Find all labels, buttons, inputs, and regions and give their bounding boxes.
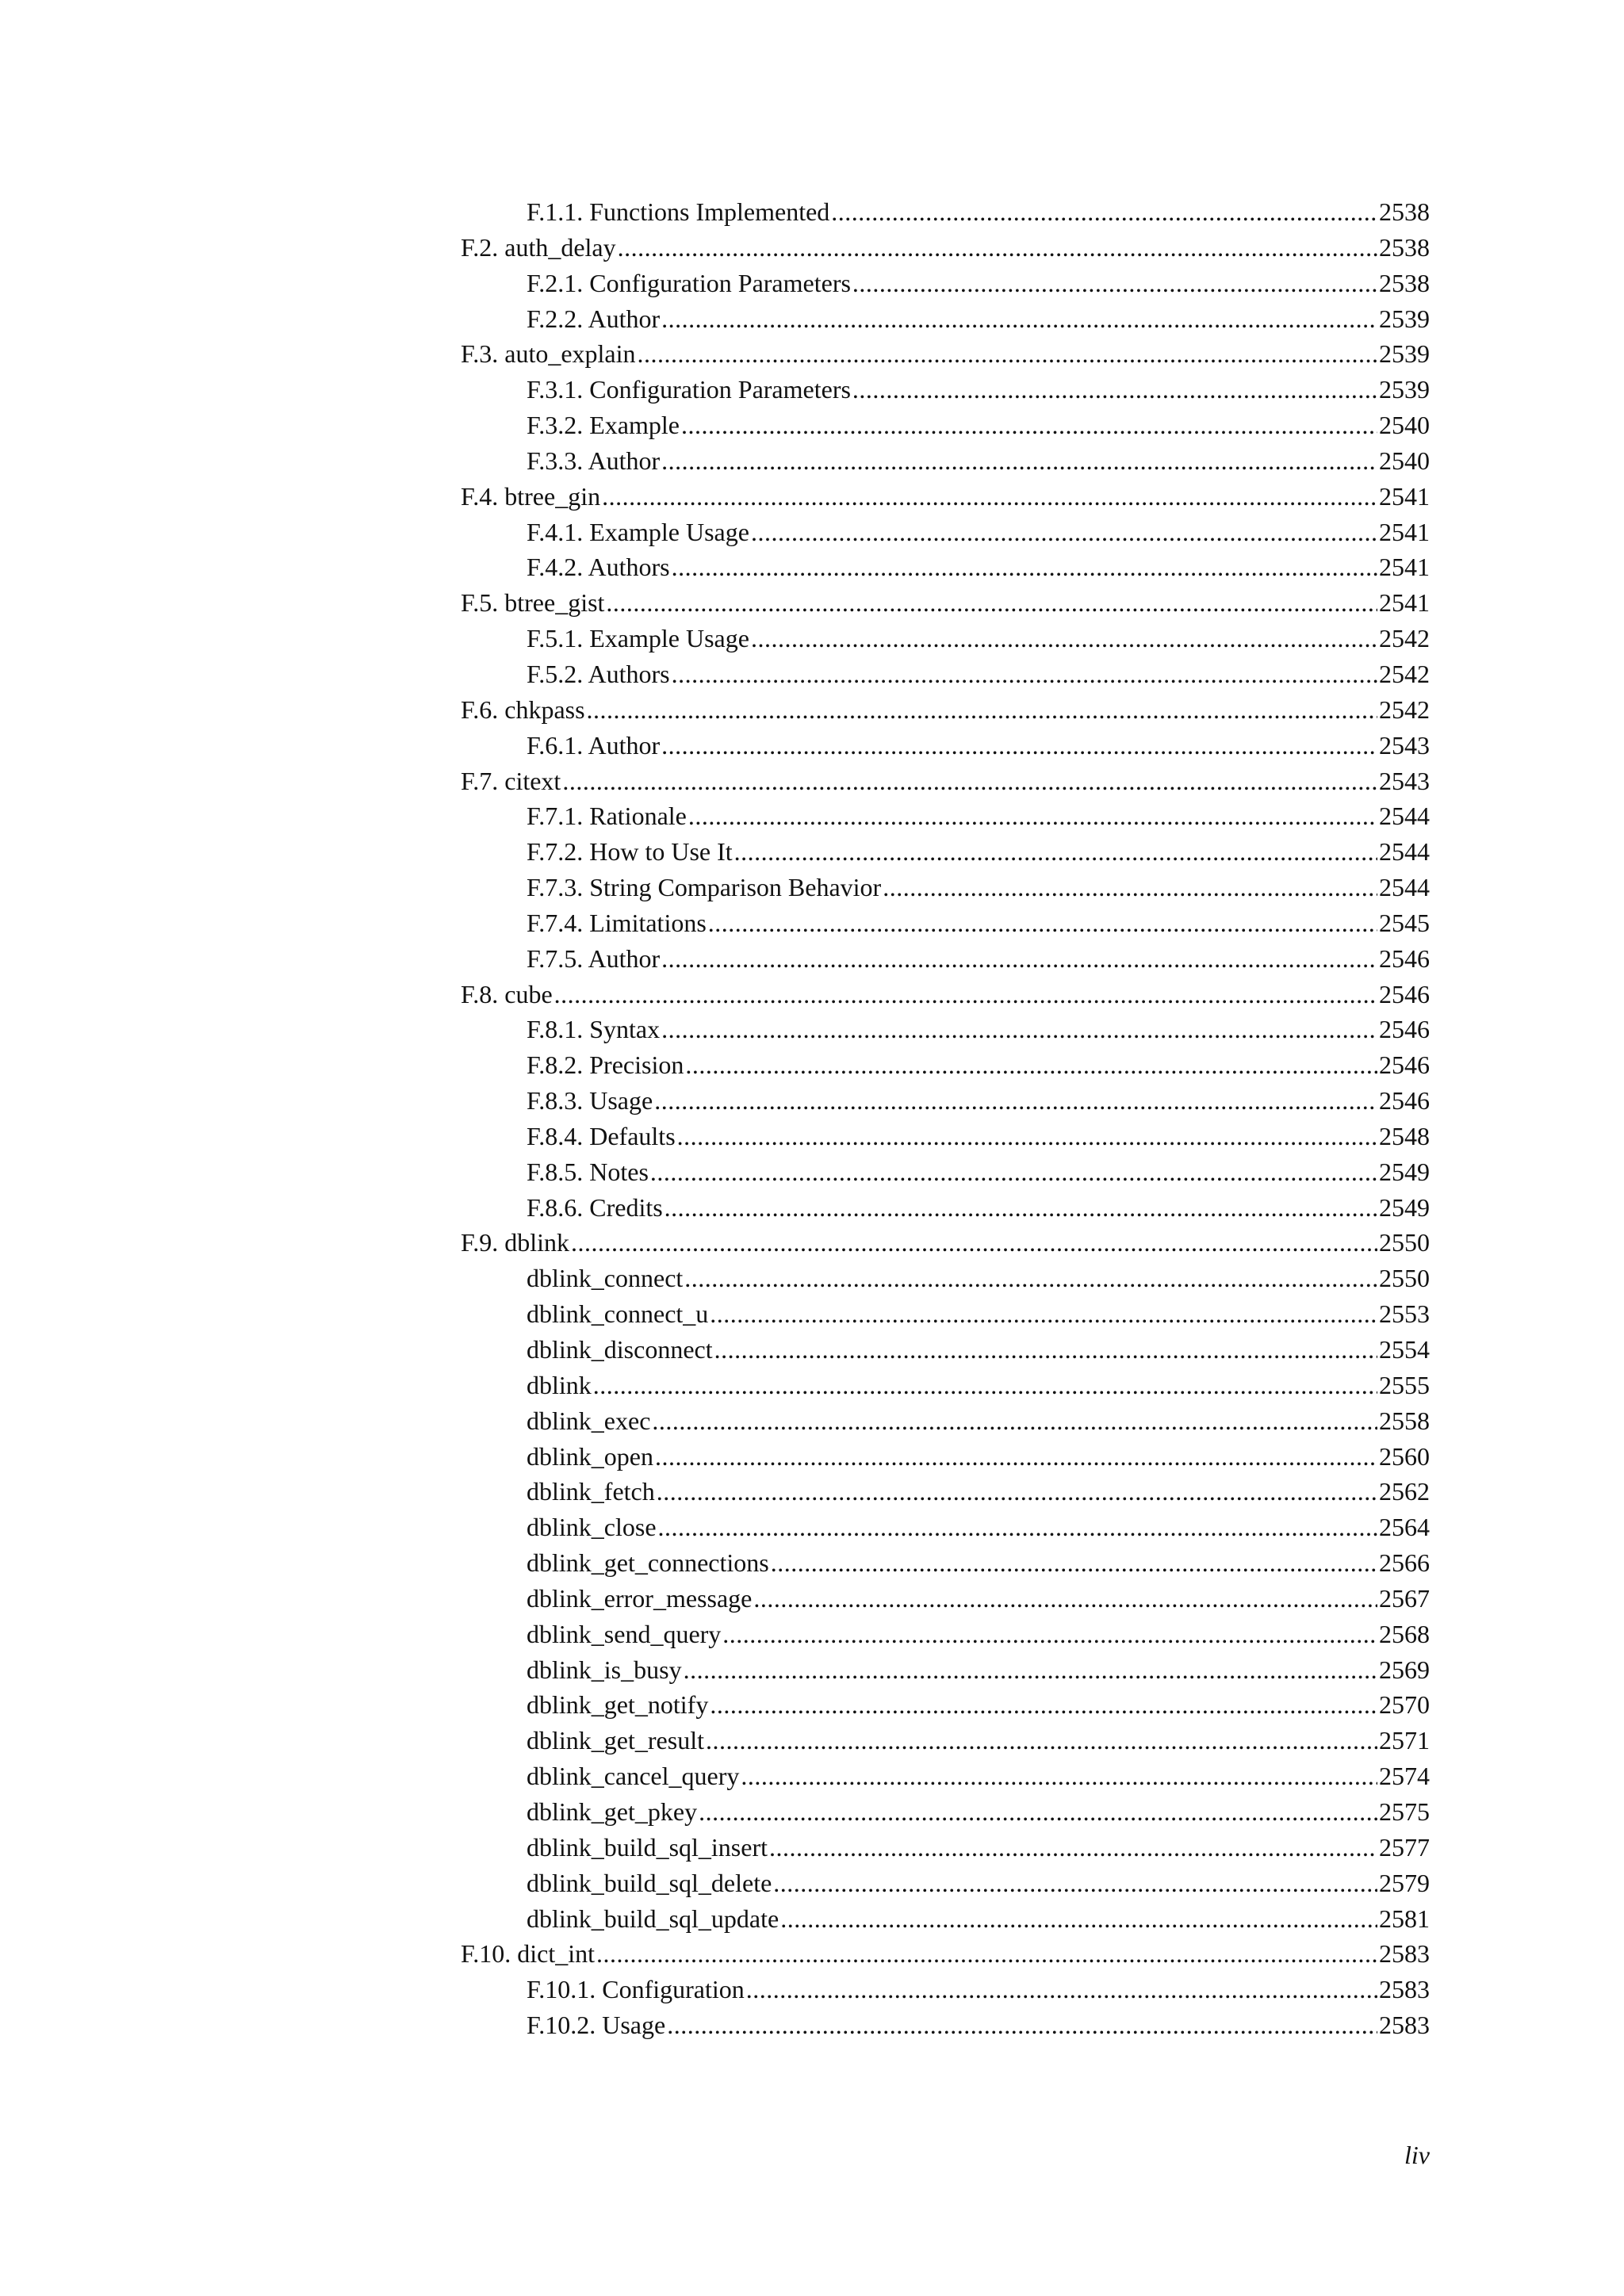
toc-entry-title: F.8.3. Usage — [527, 1086, 653, 1115]
toc-entry-title: F.8.6. Credits — [527, 1192, 663, 1222]
toc-dot-leader — [638, 336, 1377, 372]
toc-entry-title: F.4. btree_gin — [461, 481, 601, 511]
toc-entry[interactable] — [461, 1794, 1430, 1830]
toc-dot-leader — [780, 1901, 1377, 1937]
toc-entry-page-number: 2581 — [1379, 1904, 1430, 1933]
toc-entry-title: dblink_cancel_query — [527, 1762, 740, 1791]
toc-entry[interactable] — [461, 549, 1430, 585]
toc-entry[interactable] — [461, 621, 1430, 656]
toc-dot-leader — [672, 656, 1377, 692]
toc-entry-page-number: 2546 — [1379, 1050, 1430, 1080]
toc-entry[interactable] — [461, 194, 1430, 230]
toc-dot-leader — [606, 585, 1377, 621]
toc-entry[interactable] — [461, 1972, 1430, 2007]
toc-entry-page-number: 2568 — [1379, 1619, 1430, 1648]
toc-entry[interactable] — [461, 1261, 1430, 1296]
toc-entry[interactable] — [461, 1119, 1430, 1154]
toc-entry-page-number: 2546 — [1379, 1015, 1430, 1044]
toc-dot-leader — [661, 443, 1377, 479]
toc-entry-title: dblink_get_result — [527, 1726, 704, 1755]
toc-entry-page-number: 2575 — [1379, 1797, 1430, 1826]
toc-dot-leader — [593, 1368, 1377, 1403]
toc-dot-leader — [596, 1936, 1377, 1972]
toc-entry[interactable] — [461, 1936, 1430, 1972]
toc-entry-title: F.8. cube — [461, 979, 553, 1008]
toc-entry-page-number: 2579 — [1379, 1868, 1430, 1897]
toc-entry-title: dblink_connect — [527, 1264, 684, 1293]
toc-entry-page-number: 2558 — [1379, 1406, 1430, 1435]
toc-dot-leader — [684, 1652, 1377, 1688]
toc-entry[interactable] — [461, 443, 1430, 479]
toc-dot-leader — [652, 1403, 1377, 1439]
toc-entry-page-number: 2560 — [1379, 1441, 1430, 1471]
toc-entry-title: dblink_fetch — [527, 1477, 655, 1506]
toc-entry[interactable] — [461, 336, 1430, 372]
toc-entry[interactable] — [461, 798, 1430, 834]
toc-entry[interactable] — [461, 301, 1430, 337]
toc-entry[interactable] — [461, 977, 1430, 1012]
toc-entry-title: F.10.2. Usage — [527, 2011, 666, 2040]
toc-entry[interactable] — [461, 834, 1430, 870]
toc-entry[interactable] — [461, 1225, 1430, 1261]
toc-dot-leader — [650, 1154, 1377, 1190]
toc-entry-page-number: 2553 — [1379, 1299, 1430, 1329]
toc-dot-leader — [741, 1758, 1377, 1794]
toc-entry-title: dblink — [527, 1370, 592, 1399]
toc-entry[interactable] — [461, 692, 1430, 728]
toc-dot-leader — [677, 1119, 1377, 1154]
toc-entry-page-number: 2544 — [1379, 873, 1430, 902]
toc-entry-title: F.6. chkpass — [461, 695, 585, 724]
toc-entry[interactable] — [461, 905, 1430, 941]
toc-dot-leader — [684, 1261, 1377, 1296]
toc-entry[interactable] — [461, 1154, 1430, 1190]
toc-dot-leader — [831, 194, 1377, 230]
toc-entry-title: dblink_connect_u — [527, 1299, 709, 1329]
toc-entry-page-number: 2541 — [1379, 553, 1430, 582]
toc-entry[interactable] — [461, 230, 1430, 266]
toc-entry-page-number: 2546 — [1379, 979, 1430, 1008]
toc-dot-leader — [657, 1474, 1377, 1510]
toc-entry-page-number: 2554 — [1379, 1335, 1430, 1364]
toc-entry-title: dblink_get_notify — [527, 1690, 709, 1720]
toc-entry[interactable] — [461, 1083, 1430, 1119]
toc-dot-leader — [710, 1296, 1377, 1332]
toc-entry[interactable] — [461, 1687, 1430, 1723]
toc-entry[interactable] — [461, 870, 1430, 905]
toc-entry-page-number: 2583 — [1379, 1975, 1430, 2004]
toc-entry-page-number: 2542 — [1379, 624, 1430, 653]
toc-dot-leader — [685, 1047, 1377, 1083]
toc-entry-title: dblink_open — [527, 1441, 653, 1471]
toc-entry-page-number: 2541 — [1379, 588, 1430, 618]
toc-dot-leader — [587, 692, 1377, 728]
toc-dot-leader — [654, 1083, 1377, 1119]
toc-entry[interactable] — [461, 656, 1430, 692]
toc-entry[interactable] — [461, 479, 1430, 515]
toc-entry-title: dblink_get_pkey — [527, 1797, 698, 1826]
toc-entry-title: F.8.4. Defaults — [527, 1121, 676, 1150]
toc-entry[interactable] — [461, 728, 1430, 763]
toc-entry-page-number: 2550 — [1379, 1228, 1430, 1257]
toc-entry-page-number: 2549 — [1379, 1192, 1430, 1222]
toc-entry[interactable] — [461, 763, 1430, 799]
toc-entry-title: F.10.1. Configuration — [527, 1975, 745, 2004]
toc-dot-leader — [706, 1723, 1377, 1758]
toc-dot-leader — [661, 301, 1377, 337]
toc-dot-leader — [753, 1581, 1377, 1617]
toc-entry-title: dblink_exec — [527, 1406, 651, 1435]
toc-entry-page-number: 2567 — [1379, 1583, 1430, 1613]
toc-dot-leader — [672, 549, 1377, 585]
toc-entry-title: F.3. auto_explain — [461, 339, 636, 369]
toc-entry-page-number: 2543 — [1379, 766, 1430, 795]
toc-entry[interactable] — [461, 1368, 1430, 1403]
toc-dot-leader — [708, 905, 1377, 941]
toc-entry-title: dblink_close — [527, 1513, 657, 1542]
toc-entry-title: dblink_build_sql_insert — [527, 1832, 768, 1862]
toc-dot-leader — [602, 479, 1377, 515]
toc-entry-page-number: 2555 — [1379, 1370, 1430, 1399]
toc-entry-title: dblink_is_busy — [527, 1655, 682, 1684]
toc-entry-title: dblink_send_query — [527, 1619, 722, 1648]
toc-dot-leader — [661, 941, 1377, 977]
toc-entry-page-number: 2564 — [1379, 1513, 1430, 1542]
toc-entry[interactable] — [461, 1723, 1430, 1758]
toc-entry-title: F.7.2. How to Use It — [527, 837, 733, 867]
toc-entry-title: dblink_build_sql_delete — [527, 1868, 772, 1897]
toc-entry-page-number: 2566 — [1379, 1548, 1430, 1578]
toc-entry-page-number: 2539 — [1379, 339, 1430, 369]
toc-entry[interactable] — [461, 1510, 1430, 1545]
toc-entry[interactable] — [461, 1545, 1430, 1581]
toc-dot-leader — [751, 621, 1377, 656]
toc-entry-title: F.8.5. Notes — [527, 1157, 649, 1186]
toc-entry-page-number: 2577 — [1379, 1832, 1430, 1862]
toc-entry-title: F.7.1. Rationale — [527, 802, 687, 831]
toc-entry-title: F.7.5. Author — [527, 943, 661, 973]
toc-dot-leader — [751, 515, 1377, 550]
toc-entry[interactable] — [461, 2007, 1430, 2043]
toc-entry-title: F.4.1. Example Usage — [527, 517, 749, 546]
toc-dot-leader — [734, 834, 1377, 870]
toc-entry-page-number: 2541 — [1379, 481, 1430, 511]
toc-entry[interactable] — [461, 1830, 1430, 1866]
toc-entry-title: dblink_error_message — [527, 1583, 753, 1613]
toc-entry[interactable] — [461, 1758, 1430, 1794]
toc-dot-leader — [699, 1794, 1377, 1830]
toc-entry-page-number: 2538 — [1379, 197, 1430, 226]
toc-entry-title: F.4.2. Authors — [527, 553, 670, 582]
toc-entry[interactable] — [461, 408, 1430, 443]
toc-dot-leader — [714, 1332, 1377, 1368]
toc-dot-leader — [746, 1972, 1377, 2007]
toc-entry-page-number: 2570 — [1379, 1690, 1430, 1720]
toc-entry-page-number: 2548 — [1379, 1121, 1430, 1150]
toc-entry-page-number: 2543 — [1379, 730, 1430, 760]
toc-entry[interactable] — [461, 266, 1430, 301]
toc-entry-title: F.8.1. Syntax — [527, 1015, 661, 1044]
toc-entry-title: F.3.3. Author — [527, 446, 661, 475]
toc-dot-leader — [661, 728, 1377, 763]
toc-entry-title: F.10. dict_int — [461, 1939, 595, 1969]
toc-dot-leader — [665, 1190, 1377, 1226]
toc-entry[interactable] — [461, 1652, 1430, 1688]
toc-entry-page-number: 2542 — [1379, 695, 1430, 724]
toc-entry-page-number: 2541 — [1379, 517, 1430, 546]
toc-entry[interactable] — [461, 1901, 1430, 1937]
toc-entry-page-number: 2542 — [1379, 659, 1430, 688]
toc-entry-title: F.6.1. Author — [527, 730, 661, 760]
toc-dot-leader — [655, 1439, 1377, 1475]
toc-entry[interactable] — [461, 1332, 1430, 1368]
toc-entry[interactable] — [461, 1581, 1430, 1617]
toc-entry-title: F.8.2. Precision — [527, 1050, 684, 1080]
toc-entry-page-number: 2550 — [1379, 1264, 1430, 1293]
toc-entry-page-number: 2546 — [1379, 1086, 1430, 1115]
toc-entry[interactable] — [461, 515, 1430, 550]
toc-entry-page-number: 2583 — [1379, 2011, 1430, 2040]
toc-entry[interactable] — [461, 1439, 1430, 1475]
toc-entry-title: F.7.4. Limitations — [527, 908, 707, 937]
toc-dot-leader — [688, 798, 1377, 834]
toc-dot-leader — [773, 1866, 1377, 1901]
toc-entry-page-number: 2538 — [1379, 268, 1430, 297]
toc-dot-leader — [852, 266, 1377, 301]
toc-entry-title: F.5. btree_gist — [461, 588, 605, 618]
toc-dot-leader — [661, 1012, 1377, 1047]
toc-entry[interactable] — [461, 1047, 1430, 1083]
toc-entry[interactable] — [461, 941, 1430, 977]
toc-entry-page-number: 2583 — [1379, 1939, 1430, 1969]
toc-entry-page-number: 2549 — [1379, 1157, 1430, 1186]
toc-dot-leader — [571, 1225, 1377, 1261]
toc-entry-title: F.7. citext — [461, 766, 561, 795]
toc-entry[interactable] — [461, 585, 1430, 621]
toc-dot-leader — [681, 408, 1377, 443]
toc-dot-leader — [771, 1545, 1377, 1581]
toc-entry-title: dblink_disconnect — [527, 1335, 713, 1364]
toc-dot-leader — [667, 2007, 1377, 2043]
toc-entry-title: dblink_get_connections — [527, 1548, 769, 1578]
toc-entry-page-number: 2539 — [1379, 375, 1430, 404]
toc-entry[interactable] — [461, 1296, 1430, 1332]
toc-entry-title: F.2. auth_delay — [461, 232, 616, 262]
toc-dot-leader — [554, 977, 1377, 1012]
toc-dot-leader — [710, 1687, 1377, 1723]
toc-entry-page-number: 2571 — [1379, 1726, 1430, 1755]
toc-dot-leader — [722, 1617, 1377, 1652]
toc-entry-title: F.3.1. Configuration Parameters — [527, 375, 851, 404]
toc-entry[interactable] — [461, 1617, 1430, 1652]
toc-entry-page-number: 2569 — [1379, 1655, 1430, 1684]
toc-entry[interactable] — [461, 372, 1430, 408]
toc-entry-title: F.5.2. Authors — [527, 659, 670, 688]
toc-entry-title: dblink_build_sql_update — [527, 1904, 779, 1933]
toc-entry[interactable] — [461, 1474, 1430, 1510]
toc-dot-leader — [658, 1510, 1377, 1545]
toc-entry-page-number: 2546 — [1379, 943, 1430, 973]
toc-entry-page-number: 2538 — [1379, 232, 1430, 262]
toc-entry[interactable] — [461, 1866, 1430, 1901]
toc-entry-title: F.3.2. Example — [527, 411, 680, 440]
toc-entry-page-number: 2574 — [1379, 1762, 1430, 1791]
toc-entry[interactable] — [461, 1190, 1430, 1226]
toc-entry[interactable] — [461, 1012, 1430, 1047]
toc-entry-page-number: 2544 — [1379, 802, 1430, 831]
toc-entry-title: F.5.1. Example Usage — [527, 624, 749, 653]
table-of-contents — [461, 194, 1430, 2043]
toc-entry-title: F.2.2. Author — [527, 304, 661, 333]
toc-entry-title: F.2.1. Configuration Parameters — [527, 268, 851, 297]
toc-dot-leader — [562, 763, 1377, 799]
toc-entry-page-number: 2540 — [1379, 411, 1430, 440]
page-number: liv — [1404, 2141, 1430, 2169]
toc-dot-leader — [769, 1830, 1377, 1866]
toc-entry-title: F.7.3. String Comparison Behavior — [527, 873, 882, 902]
toc-dot-leader — [883, 870, 1377, 905]
toc-entry-title: F.1.1. Functions Implemented — [527, 197, 830, 226]
toc-entry-page-number: 2545 — [1379, 908, 1430, 937]
toc-entry-page-number: 2539 — [1379, 304, 1430, 333]
toc-entry-page-number: 2562 — [1379, 1477, 1430, 1506]
toc-entry-page-number: 2540 — [1379, 446, 1430, 475]
toc-entry-page-number: 2544 — [1379, 837, 1430, 867]
toc-entry[interactable] — [461, 1403, 1430, 1439]
toc-dot-leader — [852, 372, 1377, 408]
toc-dot-leader — [618, 230, 1377, 266]
toc-entry-title: F.9. dblink — [461, 1228, 570, 1257]
